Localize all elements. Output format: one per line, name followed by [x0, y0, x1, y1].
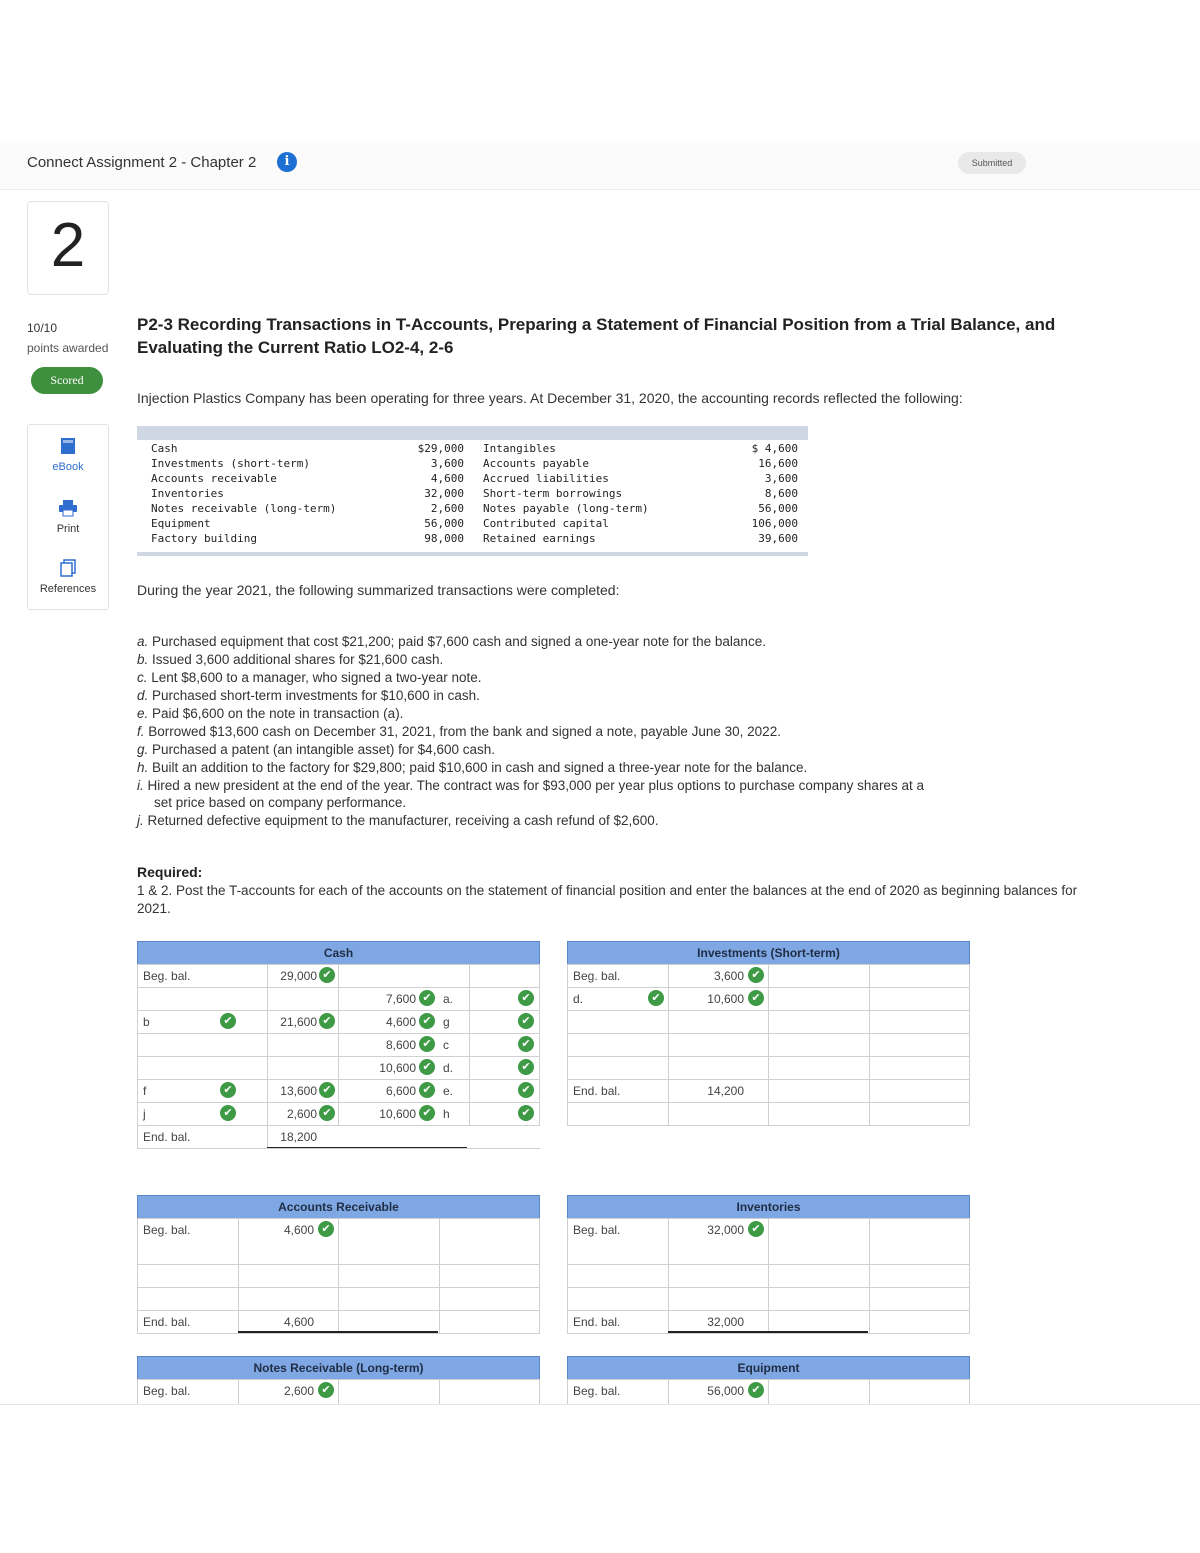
account-name: Accounts receivable — [151, 472, 277, 485]
account-amount: 56,000 — [424, 517, 464, 530]
end-bal-label: End. bal. — [573, 1084, 621, 1098]
transaction-text: Purchased equipment that cost $21,200; paid $7,600 cash and signed a one-year note for the balance. — [148, 634, 766, 649]
grid-line — [238, 1218, 239, 1333]
transaction-item — [137, 724, 781, 739]
points-value: 10/10 — [27, 321, 58, 335]
transaction-text: Hired a new president at the end of the year. The contract was for $93,000 per year plus options to purchase company shares at a — [143, 778, 924, 793]
check-icon: ✔ — [319, 1105, 335, 1121]
debit-amount[interactable]: 21,600 — [280, 1015, 317, 1029]
transaction-item — [137, 760, 807, 775]
grid-line — [338, 964, 339, 1125]
references-label: References — [39, 583, 97, 595]
table-row — [137, 502, 808, 517]
end-bal-amount: 18,200 — [280, 1130, 317, 1144]
ebook-label: eBook — [52, 461, 84, 473]
status-badge: Submitted — [958, 152, 1026, 174]
account-name: Intangibles — [483, 442, 556, 455]
account-amount: 3,600 — [764, 472, 798, 485]
table-row — [137, 472, 808, 487]
account-amount: $ 4,600 — [751, 442, 798, 455]
transaction-letter: a. — [137, 634, 149, 649]
credit-amount[interactable]: 8,600 — [385, 1038, 416, 1052]
points-label: points awarded — [27, 341, 109, 355]
print-label: Print — [56, 523, 80, 535]
total-rule — [267, 1147, 467, 1148]
t-account-title: Equipment — [567, 1356, 970, 1380]
t-account-inventories — [567, 1195, 970, 1335]
check-icon: ✔ — [318, 1382, 334, 1398]
table-row — [137, 487, 808, 502]
check-icon: ✔ — [419, 1082, 435, 1098]
transaction-text: Purchased a patent (an intangible asset) for $4,600 cash. — [148, 742, 495, 757]
transaction-text: Built an addition to the factory for $29,800; paid $10,600 in cash and signed a three-year note for the balance. — [148, 760, 808, 775]
transaction-item — [137, 706, 403, 721]
grid-line — [567, 1125, 970, 1126]
tools-panel — [27, 424, 109, 610]
t-account-title: Cash — [137, 941, 540, 965]
check-icon: ✔ — [220, 1013, 236, 1029]
grid-line — [137, 1379, 138, 1404]
end-bal-label: End. bal. — [143, 1130, 191, 1144]
end-bal-amount: 32,000 — [707, 1315, 744, 1329]
grid-line — [439, 1379, 440, 1404]
total-rule — [238, 1331, 438, 1333]
credit-ref[interactable]: h — [443, 1107, 450, 1121]
assignment-title: Connect Assignment 2 - Chapter 2 — [27, 154, 257, 171]
account-name: Inventories — [151, 487, 224, 500]
table-row — [137, 532, 808, 547]
check-icon: ✔ — [518, 1082, 534, 1098]
transaction-item — [137, 670, 482, 685]
check-icon: ✔ — [419, 1105, 435, 1121]
transaction-item — [137, 742, 495, 757]
transaction-letter: h. — [137, 760, 149, 775]
account-amount: 16,600 — [758, 457, 798, 470]
account-amount: 8,600 — [764, 487, 798, 500]
references-icon — [28, 559, 108, 580]
account-amount: 56,000 — [758, 502, 798, 515]
required-heading: Required: — [137, 864, 203, 880]
grid-line — [338, 1379, 339, 1404]
transaction-text: Paid $6,600 on the note in transaction (a). — [148, 706, 404, 721]
grid-line — [539, 964, 540, 1125]
account-name: Investments (short-term) — [151, 457, 310, 470]
debit-amount[interactable]: 10,600 — [707, 992, 744, 1006]
t-account-cash — [137, 941, 540, 1171]
grid-line — [137, 1125, 540, 1126]
beg-bal-label: Beg. bal. — [573, 1223, 621, 1237]
grid-line — [969, 1218, 970, 1333]
check-icon: ✔ — [419, 1036, 435, 1052]
account-amount: 106,000 — [751, 517, 798, 530]
check-icon: ✔ — [518, 1013, 534, 1029]
account-amount: $29,000 — [417, 442, 464, 455]
check-icon: ✔ — [748, 990, 764, 1006]
beg-bal-label: Beg. bal. — [143, 1384, 191, 1398]
check-icon: ✔ — [518, 990, 534, 1006]
transaction-text: Lent $8,600 to a manager, who signed a two-year note. — [147, 670, 482, 685]
t-account-equipment — [567, 1356, 970, 1404]
transaction-text: set price based on company performance. — [154, 795, 407, 810]
transactions-intro: During the year 2021, the following summarized transactions were completed: — [137, 582, 620, 598]
account-name: Cash — [151, 442, 178, 455]
check-icon: ✔ — [319, 1082, 335, 1098]
end-bal-amount: 4,600 — [283, 1315, 314, 1329]
t-account-title: Accounts Receivable — [137, 1195, 540, 1219]
transaction-letter: g. — [137, 742, 149, 757]
credit-amount[interactable]: 10,600 — [379, 1061, 416, 1075]
account-amount: 39,600 — [758, 532, 798, 545]
account-name: Retained earnings — [483, 532, 596, 545]
credit-ref[interactable]: e. — [443, 1084, 454, 1098]
beg-bal-amount[interactable]: 32,000 — [707, 1223, 744, 1237]
beg-bal-label: Beg. bal. — [143, 969, 191, 983]
end-bal-label: End. bal. — [143, 1315, 191, 1329]
required-text: 1 & 2. Post the T-accounts for each of the accounts on the statement of financial position and enter the balances at the end of 2020 as beginning balances for 2021. — [137, 883, 1078, 916]
transaction-text: Returned defective equipment to the manufacturer, receiving a cash refund of $2,600. — [143, 813, 659, 828]
transaction-item — [154, 795, 406, 810]
debit-ref[interactable]: b — [143, 1015, 150, 1029]
credit-amount[interactable]: 7,600 — [385, 992, 416, 1006]
grid-line — [137, 964, 138, 1148]
account-amount: 2,600 — [430, 502, 464, 515]
check-icon: ✔ — [748, 1382, 764, 1398]
grid-line — [768, 1379, 769, 1404]
transaction-letter: f. — [137, 724, 145, 739]
transaction-text: Purchased short-term investments for $10,600 in cash. — [148, 688, 480, 703]
grid-line — [439, 1218, 440, 1333]
beg-bal-amount[interactable]: 56,000 — [707, 1384, 744, 1398]
beg-bal-label: Beg. bal. — [573, 969, 621, 983]
grid-line — [768, 1218, 769, 1333]
transaction-letter: c. — [137, 670, 148, 685]
account-amount: 32,000 — [424, 487, 464, 500]
transaction-text: Issued 3,600 additional shares for $21,600 cash. — [148, 652, 444, 667]
grid-line — [469, 964, 470, 1125]
account-name: Equipment — [151, 517, 211, 530]
account-name: Contributed capital — [483, 517, 609, 530]
credit-amount[interactable]: 10,600 — [379, 1107, 416, 1121]
credit-amount[interactable]: 4,600 — [385, 1015, 416, 1029]
scored-badge: Scored — [31, 367, 103, 394]
account-name: Accrued liabilities — [483, 472, 609, 485]
transaction-letter: j. — [137, 813, 144, 828]
grid-line — [539, 1218, 540, 1333]
grid-line — [969, 1379, 970, 1404]
grid-line — [768, 964, 769, 1125]
references-button[interactable] — [28, 559, 108, 595]
grid-line — [869, 964, 870, 1125]
check-icon: ✔ — [518, 1105, 534, 1121]
grid-line — [869, 1379, 870, 1404]
check-icon: ✔ — [748, 1221, 764, 1237]
account-name: Notes payable (long-term) — [483, 502, 649, 515]
print-button[interactable] — [28, 499, 108, 535]
debit-ref[interactable]: f — [143, 1084, 147, 1098]
table-header-band — [137, 426, 808, 440]
grid-line — [137, 1148, 540, 1149]
grid-line — [567, 1218, 568, 1333]
question-intro: Injection Plastics Company has been operating for three years. At December 31, 2020, the accounting records reflected the following: — [137, 390, 963, 406]
ebook-button[interactable] — [28, 437, 108, 473]
transaction-letter: d. — [137, 688, 149, 703]
debit-ref[interactable]: d. — [573, 992, 584, 1006]
check-icon: ✔ — [319, 967, 335, 983]
account-name: Accounts payable — [483, 457, 589, 470]
beg-bal-amount[interactable]: 29,000 — [280, 969, 317, 983]
grid-line — [338, 1218, 339, 1333]
transaction-letter: i. — [137, 778, 144, 793]
account-amount: 3,600 — [430, 457, 464, 470]
info-icon[interactable]: i — [277, 152, 297, 172]
t-account-receivable — [137, 1195, 540, 1335]
grid-line — [668, 964, 669, 1125]
credit-ref[interactable]: g — [443, 1015, 450, 1029]
transaction-item — [137, 813, 659, 828]
grid-line — [267, 964, 268, 1148]
end-bal-amount: 14,200 — [707, 1084, 744, 1098]
check-icon: ✔ — [220, 1105, 236, 1121]
table-row — [137, 457, 808, 472]
end-bal-label: End. bal. — [573, 1315, 621, 1329]
check-icon: ✔ — [419, 990, 435, 1006]
transaction-item — [137, 652, 443, 667]
grid-line — [567, 1333, 970, 1334]
grid-line — [567, 964, 568, 1125]
check-icon: ✔ — [319, 1013, 335, 1029]
table-row — [137, 517, 808, 532]
book-icon — [28, 437, 108, 458]
t-account-notes-receivable — [137, 1356, 540, 1404]
grid-line — [539, 1379, 540, 1404]
table-footer-band — [137, 552, 808, 556]
grid-line — [869, 1218, 870, 1333]
t-account-title: Notes Receivable (Long-term) — [137, 1356, 540, 1380]
question-number: 2 — [50, 211, 86, 280]
check-icon: ✔ — [318, 1221, 334, 1237]
check-icon: ✔ — [518, 1036, 534, 1052]
grid-line — [668, 1379, 669, 1404]
beg-bal-amount[interactable]: 3,600 — [713, 969, 744, 983]
transaction-item — [137, 688, 480, 703]
page-cutoff-line — [0, 1404, 1200, 1405]
check-icon: ✔ — [748, 967, 764, 983]
check-icon: ✔ — [419, 1059, 435, 1075]
question-title: P2-3 Recording Transactions in T-Accounts, Preparing a Statement of Financial Position from a Trial Balance, and Evaluating the Current Ratio LO2-4, 2-6 — [137, 315, 1056, 357]
account-amount: 98,000 — [424, 532, 464, 545]
grid-line — [137, 1333, 540, 1334]
debit-amount[interactable]: 13,600 — [280, 1084, 317, 1098]
credit-amount[interactable]: 6,600 — [385, 1084, 416, 1098]
printer-icon — [28, 499, 108, 520]
account-name: Short-term borrowings — [483, 487, 623, 500]
transaction-text: Borrowed $13,600 cash on December 31, 2021, from the bank and signed a note, payable June 30, 2022. — [144, 724, 781, 739]
check-icon: ✔ — [419, 1013, 435, 1029]
grid-line — [567, 1379, 568, 1404]
beg-bal-amount[interactable]: 2,600 — [283, 1384, 314, 1398]
check-icon: ✔ — [220, 1082, 236, 1098]
trial-balance-table — [137, 426, 808, 556]
transaction-item — [137, 634, 766, 649]
grid-line — [238, 1379, 239, 1404]
t-account-title: Investments (Short-term) — [567, 941, 970, 965]
beg-bal-amount[interactable]: 4,600 — [283, 1223, 314, 1237]
grid-line — [668, 1218, 669, 1333]
transaction-letter: e. — [137, 706, 149, 721]
t-account-investments — [567, 941, 970, 1171]
total-rule — [668, 1331, 868, 1333]
transaction-item — [137, 778, 924, 793]
beg-bal-label: Beg. bal. — [143, 1223, 191, 1237]
grid-line — [137, 1218, 138, 1333]
credit-ref[interactable]: a. — [443, 992, 454, 1006]
account-name: Notes receivable (long-term) — [151, 502, 337, 515]
debit-amount[interactable]: 2,600 — [286, 1107, 317, 1121]
beg-bal-label: Beg. bal. — [573, 1384, 621, 1398]
credit-ref[interactable]: c — [443, 1038, 449, 1052]
t-account-title: Inventories — [567, 1195, 970, 1219]
debit-ref[interactable]: j — [143, 1107, 146, 1121]
check-icon: ✔ — [518, 1059, 534, 1075]
account-name: Factory building — [151, 532, 257, 545]
credit-ref[interactable]: d. — [443, 1061, 454, 1075]
grid-line — [969, 964, 970, 1125]
account-amount: 4,600 — [430, 472, 464, 485]
check-icon: ✔ — [648, 990, 664, 1006]
table-row — [137, 442, 808, 457]
transaction-letter: b. — [137, 652, 149, 667]
